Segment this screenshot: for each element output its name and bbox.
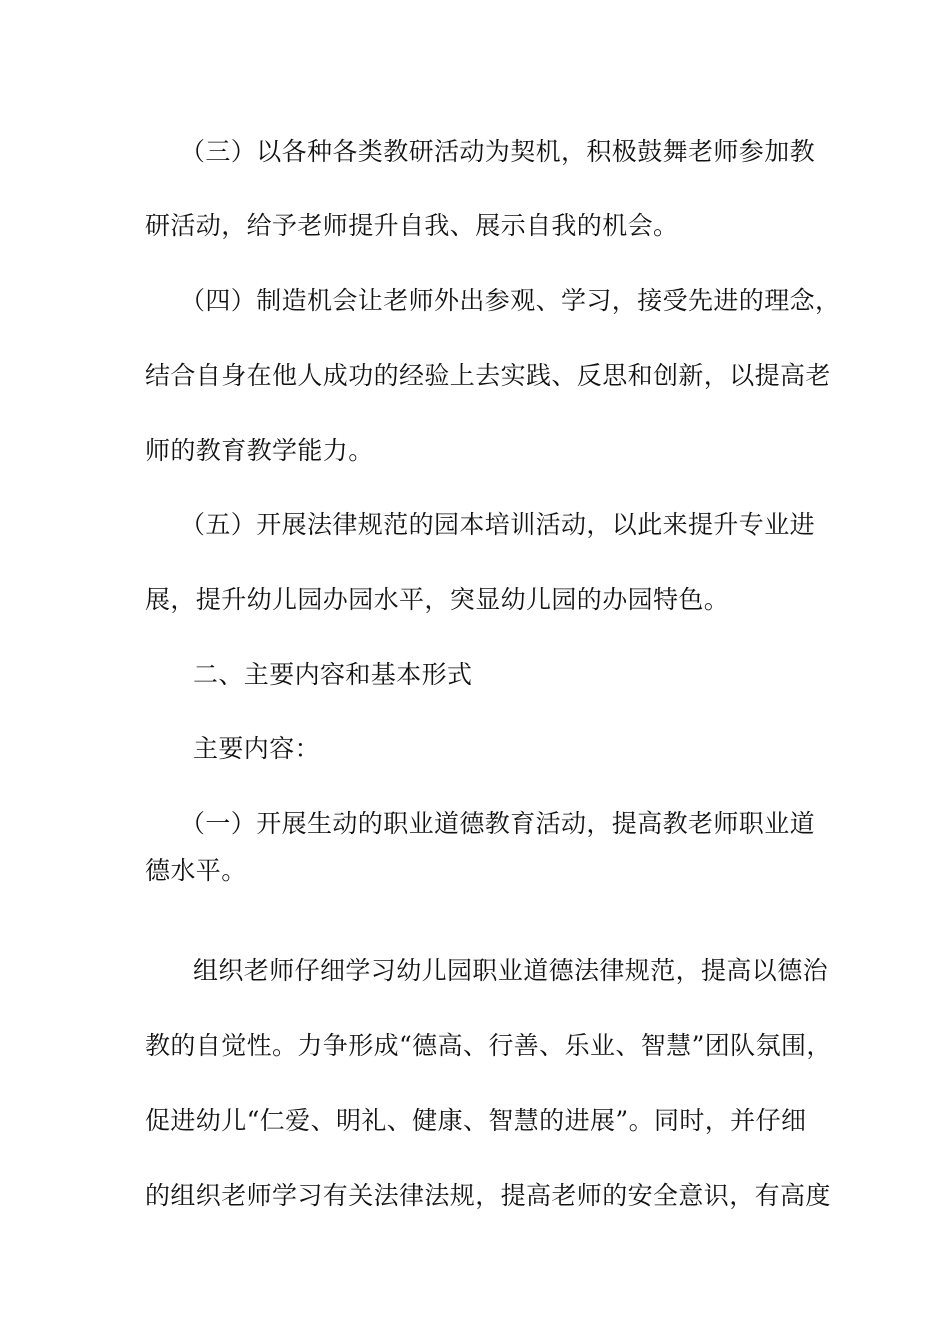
paragraph-line: （四）制造机会让老师外出参观、学习，接受先进的理念， [180,286,841,315]
paragraph-line: （一）开展生动的职业道德教育活动，提高教老师职业道 [180,809,816,838]
paragraph-line: 的组织老师学习有关法律法规，提高老师的安全意识，有高度 [145,1181,831,1210]
paragraph-line: 展，提升幼儿园办园水平，突显幼儿园的办园特色。 [145,585,730,614]
paragraph-line: 教的自觉性。力争形成“德高、行善、乐业、智慧”团队氛围， [145,1031,832,1060]
paragraph-line: 组织老师仔细学习幼儿园职业道德法律规范，提高以德治 [193,956,829,985]
paragraph-line: 促进幼儿“仁爱、明礼、健康、智慧的进展”。同时，并仔细 [145,1106,807,1135]
paragraph-line: （五）开展法律规范的园本培训活动，以此来提升专业进 [180,510,816,539]
subsection-label: 主要内容： [193,734,321,763]
paragraph-line: （三）以各种各类教研活动为契机，积极鼓舞老师参加教 [180,137,816,166]
paragraph-line: 结合自身在他人成功的经验上去实践、反思和创新，以提高老 [145,361,831,390]
paragraph-line: 师的教育教学能力。 [145,436,374,465]
paragraph-line: 德水平。 [145,856,247,885]
section-heading: 二、主要内容和基本形式 [193,660,473,689]
paragraph-line: 研活动，给予老师提升自我、展示自我的机会。 [145,211,679,240]
